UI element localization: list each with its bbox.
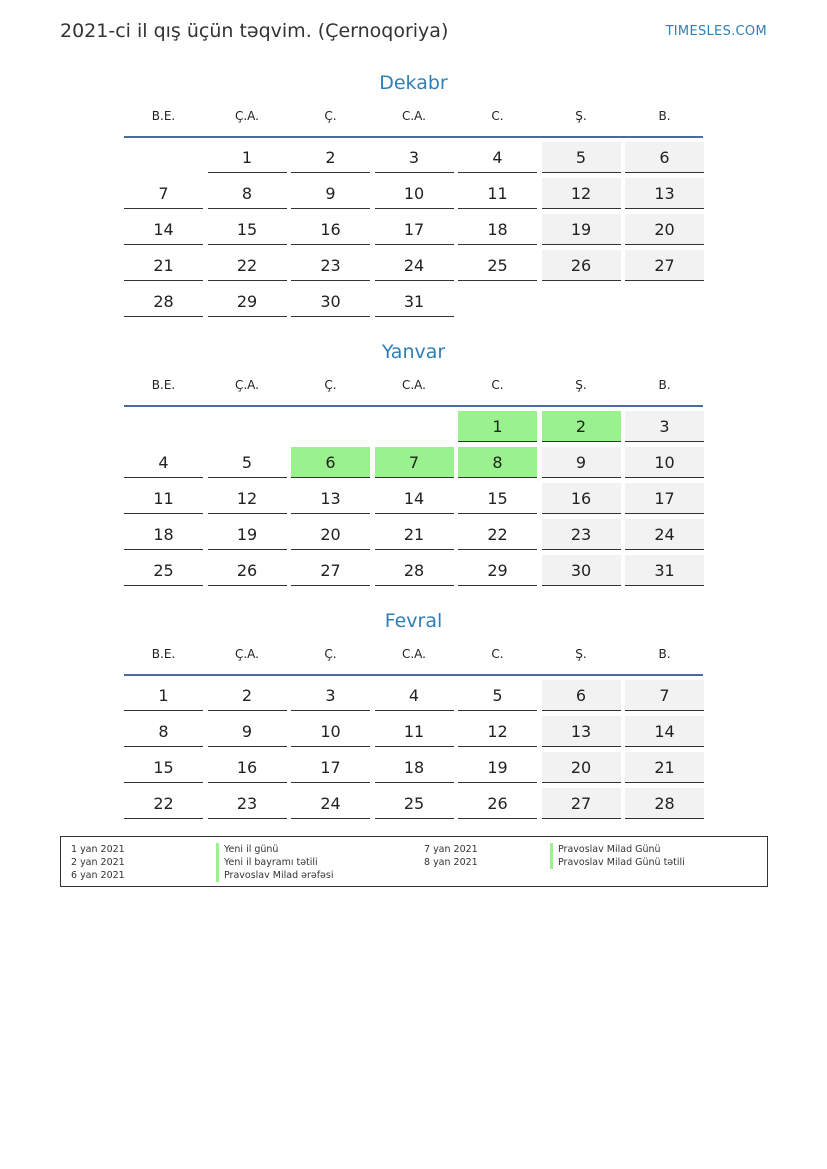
day-cell: 14 [124, 214, 203, 245]
legend-holiday-name: Yeni il bayramı tətili [216, 856, 334, 869]
legend-holiday-name: Pravoslav Milad Günü tətili [550, 856, 685, 869]
day-cell: 21 [124, 250, 203, 281]
day-cell: 25 [124, 555, 203, 586]
weekday-label: C. [491, 109, 504, 123]
day-cell: 1 [208, 142, 287, 173]
weekday-label: C. [491, 378, 504, 392]
day-cell: 29 [208, 286, 287, 317]
day-cell: 7 [124, 178, 203, 209]
day-cell: 8 [124, 716, 203, 747]
day-cell: 31 [625, 555, 704, 586]
weekday-header [124, 636, 703, 676]
day-cell: 1 [458, 411, 537, 442]
weekday-label: Ç.A. [234, 647, 259, 661]
day-cell: 30 [542, 555, 621, 586]
day-cell: 5 [458, 680, 537, 711]
weekday-label: Ç.A. [234, 378, 259, 392]
legend-names-left [216, 843, 334, 882]
day-cell: 8 [458, 447, 537, 478]
day-cell: 11 [458, 178, 537, 209]
day-cell: 25 [458, 250, 537, 281]
site-link[interactable]: TIMESLES.COM [665, 24, 767, 39]
day-cell: 19 [208, 519, 287, 550]
day-cell: 24 [625, 519, 704, 550]
day-cell: 26 [208, 555, 287, 586]
legend-date: 7 yan 2021 [424, 844, 478, 855]
weekday-label: C.A. [401, 109, 426, 123]
weekday-label: B. [658, 647, 671, 661]
month-december [124, 68, 703, 311]
page-title: 2021-ci il qış üçün təqvim. (Çernoqoriya) [60, 20, 449, 42]
day-cell: 10 [375, 178, 454, 209]
day-cell: 22 [124, 788, 203, 819]
day-cell: 18 [124, 519, 203, 550]
day-cell: 3 [375, 142, 454, 173]
day-cell: 2 [208, 680, 287, 711]
day-cell: 27 [291, 555, 370, 586]
day-cell: 25 [375, 788, 454, 819]
day-cell: 28 [625, 788, 704, 819]
weekday-label: B.E. [151, 647, 176, 661]
day-cell: 15 [208, 214, 287, 245]
weekday-label: C.A. [401, 647, 426, 661]
legend-date: 1 yan 2021 [71, 844, 125, 855]
weekday-label: B. [658, 378, 671, 392]
day-cell: 24 [375, 250, 454, 281]
day-cell: 27 [542, 788, 621, 819]
day-cell: 31 [375, 286, 454, 317]
day-cell: 28 [124, 286, 203, 317]
day-cell: 14 [625, 716, 704, 747]
day-cell: 14 [375, 483, 454, 514]
day-cell: 9 [542, 447, 621, 478]
day-cell: 18 [458, 214, 537, 245]
day-cell: 9 [208, 716, 287, 747]
day-cell: 6 [542, 680, 621, 711]
month-january [124, 337, 703, 580]
legend-date: 6 yan 2021 [71, 870, 125, 881]
day-cell: 16 [291, 214, 370, 245]
weekday-label: Ş. [575, 647, 587, 661]
day-cell: 17 [291, 752, 370, 783]
day-cell: 13 [542, 716, 621, 747]
month-title: Fevral [384, 610, 443, 632]
legend-holiday-name: Pravoslav Milad Günü [550, 843, 685, 856]
weekday-label: Ş. [575, 109, 587, 123]
legend-date: 2 yan 2021 [71, 857, 125, 868]
day-cell: 16 [208, 752, 287, 783]
day-cell: 29 [458, 555, 537, 586]
day-cell: 17 [375, 214, 454, 245]
month-title: Yanvar [381, 341, 446, 363]
weekday-label: Ç. [324, 647, 337, 661]
day-cell: 7 [625, 680, 704, 711]
day-cell: 6 [291, 447, 370, 478]
weekday-label: B.E. [151, 109, 176, 123]
day-cell: 16 [542, 483, 621, 514]
day-cell: 10 [291, 716, 370, 747]
weekday-label: B.E. [151, 378, 176, 392]
day-cell: 24 [291, 788, 370, 819]
day-cell: 22 [208, 250, 287, 281]
day-cell: 20 [542, 752, 621, 783]
weekday-label: C.A. [401, 378, 426, 392]
day-cell: 20 [625, 214, 704, 245]
day-cell: 27 [625, 250, 704, 281]
day-cell: 22 [458, 519, 537, 550]
day-cell: 15 [124, 752, 203, 783]
day-cell: 23 [542, 519, 621, 550]
day-cell: 18 [375, 752, 454, 783]
day-cell: 23 [291, 250, 370, 281]
legend-holiday-name: Yeni il günü [216, 843, 334, 856]
day-cell: 13 [625, 178, 704, 209]
day-cell: 13 [291, 483, 370, 514]
day-cell: 5 [542, 142, 621, 173]
day-cell: 23 [208, 788, 287, 819]
day-cell: 2 [291, 142, 370, 173]
weekday-label: Ç. [324, 378, 337, 392]
day-cell: 26 [458, 788, 537, 819]
day-cell: 11 [124, 483, 203, 514]
day-cell: 15 [458, 483, 537, 514]
legend-holiday-name: Pravoslav Milad ərəfəsi [216, 869, 334, 882]
day-cell: 1 [124, 680, 203, 711]
day-cell: 10 [625, 447, 704, 478]
day-cell: 3 [625, 411, 704, 442]
day-cell: 12 [208, 483, 287, 514]
weekday-label: Ç. [324, 109, 337, 123]
day-cell: 26 [542, 250, 621, 281]
day-cell: 21 [625, 752, 704, 783]
day-cell: 20 [291, 519, 370, 550]
day-cell: 19 [458, 752, 537, 783]
weekday-label: Ş. [575, 378, 587, 392]
weekday-label: B. [658, 109, 671, 123]
weekday-header [124, 98, 703, 138]
weekday-label: C. [491, 647, 504, 661]
legend-dates-right [424, 843, 478, 869]
weekday-label: Ç.A. [234, 109, 259, 123]
day-cell: 28 [375, 555, 454, 586]
day-cell: 8 [208, 178, 287, 209]
month-february [124, 606, 703, 813]
day-cell: 7 [375, 447, 454, 478]
legend-date: 8 yan 2021 [424, 857, 478, 868]
day-cell: 12 [458, 716, 537, 747]
month-title: Dekabr [379, 72, 448, 94]
day-cell: 4 [124, 447, 203, 478]
day-cell: 17 [625, 483, 704, 514]
legend-dates-left [71, 843, 125, 882]
weekday-header [124, 367, 703, 407]
day-cell: 4 [375, 680, 454, 711]
day-cell: 3 [291, 680, 370, 711]
day-cell: 4 [458, 142, 537, 173]
day-cell: 6 [625, 142, 704, 173]
day-cell: 11 [375, 716, 454, 747]
day-cell: 12 [542, 178, 621, 209]
day-cell: 9 [291, 178, 370, 209]
day-cell: 5 [208, 447, 287, 478]
holiday-legend [60, 836, 768, 887]
day-cell: 2 [542, 411, 621, 442]
day-cell: 30 [291, 286, 370, 317]
day-cell: 21 [375, 519, 454, 550]
legend-names-right [550, 843, 685, 869]
day-cell: 19 [542, 214, 621, 245]
